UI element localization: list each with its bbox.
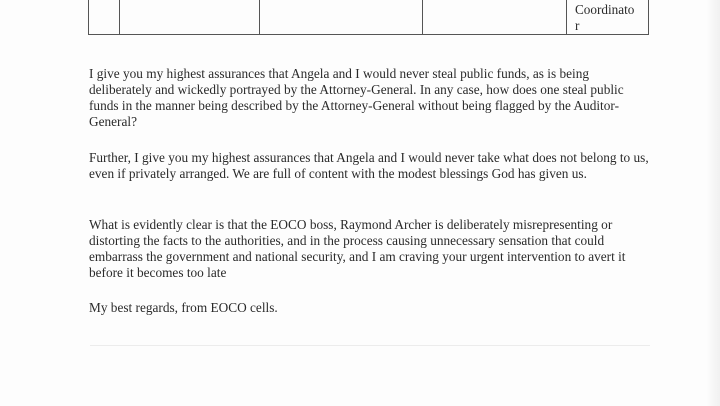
paragraph-eoco-boss: What is evidently clear is that the EOCO boss, Raymond Archer is deliberately misrepresenting or distorting the facts to the authorities, and in the process causing unnecessary sensation that could embarrass the government and national security, and I am craving your urgent intervention to avert it before it becomes too late	[89, 217, 626, 281]
paragraph-assurance-property: Further, I give you my highest assurances that Angela and I would never take what does not belong to us, even if privately arranged. We are full of content with the modest blessings God has given us.	[89, 150, 649, 182]
table-column-divider	[422, 0, 423, 34]
faint-divider	[90, 345, 650, 346]
table-column-divider	[259, 0, 260, 34]
table-cell-coordinator: Coordinato r	[575, 2, 635, 33]
table-column-divider	[119, 0, 120, 34]
page-edge-shadow	[706, 0, 720, 406]
table-fragment	[88, 0, 649, 35]
paragraph-assurance-funds: I give you my highest assurances that Angela and I would never steal public funds, as is being deliberately and wickedly portrayed by the Attorney-General. In any case, how does one steal public funds in the manner being described by the Attorney-General without being flagged by the Auditor-General?	[89, 66, 624, 130]
table-column-divider	[566, 0, 567, 34]
closing-regards: My best regards, from EOCO cells.	[89, 300, 278, 315]
